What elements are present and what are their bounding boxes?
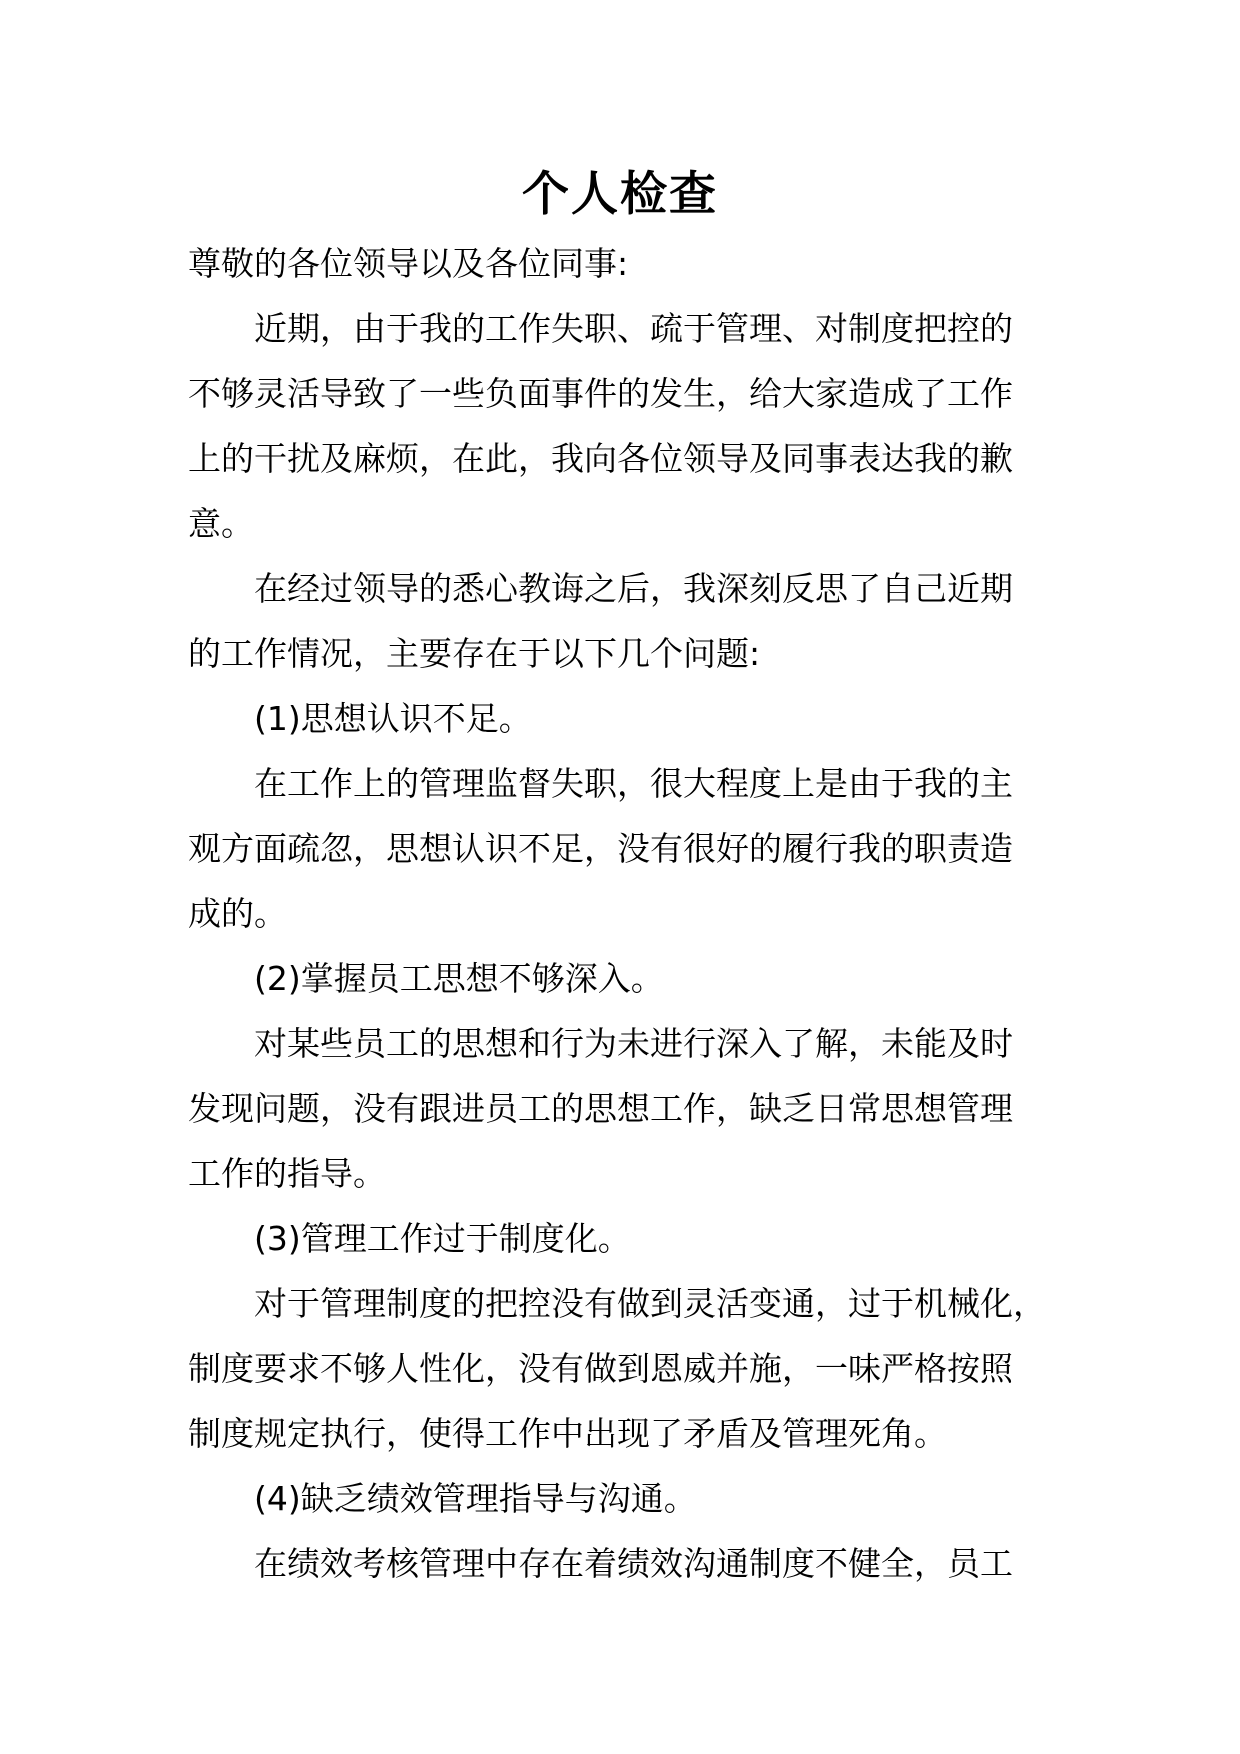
salutation: 尊敬的各位领导以及各位同事: bbox=[188, 244, 629, 283]
paragraph-issue-3: 对于管理制度的把控没有做到灵活变通，过于机械化， 制度要求不够人性化，没有做到恩威并施，一味严格按照 制度规定执行，使得工作中出现了矛盾及管理死角。 bbox=[188, 1284, 1046, 1453]
document-title: 个人检查 bbox=[522, 167, 718, 222]
heading-issue-4: (4)缺乏绩效管理指导与沟通。 bbox=[254, 1479, 697, 1518]
paragraph-issue-4: 在绩效考核管理中存在着绩效沟通制度不健全，员工 bbox=[254, 1544, 1013, 1583]
document-body bbox=[188, 231, 1068, 1596]
paragraph-reflection: 在经过领导的悉心教诲之后，我深刻反思了自己近期 的工作情况，主要存在于以下几个问题: bbox=[188, 569, 1013, 673]
heading-issue-1: (1)思想认识不足。 bbox=[254, 699, 532, 738]
paragraph-apology: 近期，由于我的工作失职、疏于管理、对制度把控的 不够灵活导致了一些负面事件的发生，给大家造成了工作 上的干扰及麻烦，在此，我向各位领导及同事表达我的歉 意。 bbox=[188, 309, 1013, 543]
heading-issue-3: (3)管理工作过于制度化。 bbox=[254, 1219, 631, 1258]
paragraph-issue-2: 对某些员工的思想和行为未进行深入了解，未能及时 发现问题，没有跟进员工的思想工作，缺乏日常思想管理 工作的指导。 bbox=[188, 1024, 1013, 1193]
heading-issue-2: (2)掌握员工思想不够深入。 bbox=[254, 959, 664, 998]
paragraph-issue-1: 在工作上的管理监督失职，很大程度上是由于我的主 观方面疏忽，思想认识不足，没有很好的履行我的职责造 成的。 bbox=[188, 764, 1013, 933]
